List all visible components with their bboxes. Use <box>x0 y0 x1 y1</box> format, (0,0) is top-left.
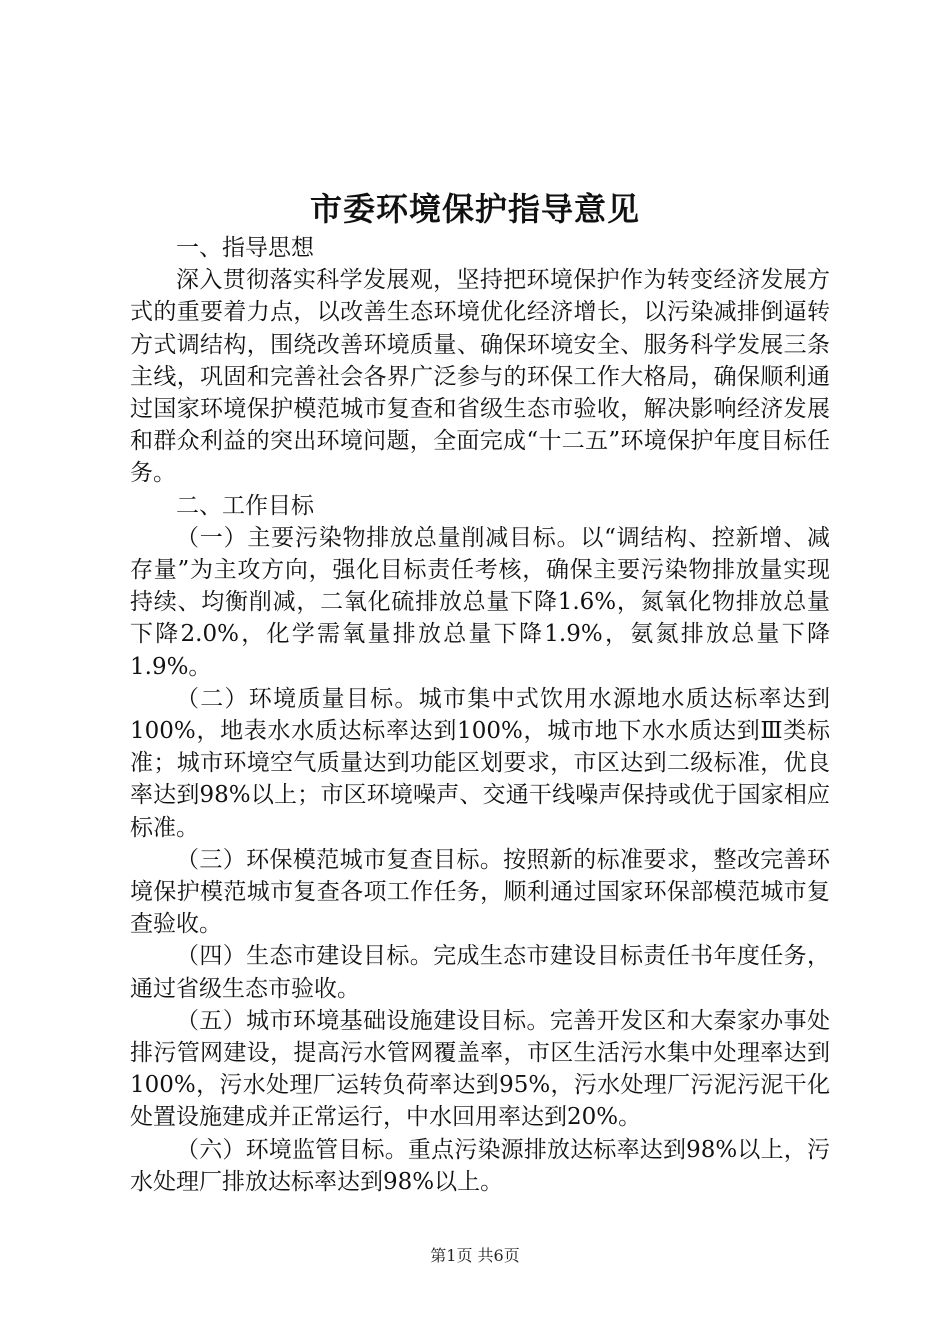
goal-item-5: （五）城市环境基础设施建设目标。完善开发区和大秦家办事处排污管网建设，提高污水管网覆盖率，市区生活污水集中处理率达到100%，污水处理厂运转负荷率达到95%，污水处理厂污泥污泥干化处置设施建成并正常运行，中水回用率达到20%。 <box>130 1007 830 1131</box>
section-heading-work-goals: 二、工作目标 <box>176 492 314 519</box>
section-heading-guiding-ideology: 一、指导思想 <box>176 235 314 261</box>
goal-item-4: （四）生态市建设目标。完成生态市建设目标责任书年度任务，通过省级生态市验收。 <box>130 943 830 1002</box>
goal-item-6: （六）环境监管目标。重点污染源排放达标率达到98%以上，污水处理厂排放达标率达到98%以上。 <box>130 1136 830 1195</box>
document-title: 市委环境保护指导意见 <box>309 190 640 228</box>
goal-item-2: （二）环境质量目标。城市集中式饮用水源地水质达标率达到100%，地表水水质达标率达到100%，城市地下水水质达到Ⅲ类标准；城市环境空气质量达到功能区划要求，市区达到二级标准，优良率达到98%以上；市区环境噪声、交通干线噪声保持或优于国家相应标准。 <box>130 685 830 841</box>
page-footer: 第1页 共6页 <box>430 1246 520 1265</box>
document-body <box>130 232 830 1198</box>
goal-item-3: （三）环保模范城市复查目标。按照新的标准要求，整改完善环境保护模范城市复查各项工作任务，顺利通过国家环保部模范城市复查验收。 <box>130 846 830 938</box>
guiding-ideology-paragraph: 深入贯彻落实科学发展观，坚持把环境保护作为转变经济发展方式的重要着力点，以改善生态环境优化经济增长，以污染减排倒逼转方式调结构，围绕改善环境质量、确保环境安全、服务科学发展三条主线，巩固和完善社会各界广泛参与的环保工作大格局，确保顺利通过国家环境保护模范城市复查和省级生态市验收，解决影响经济发展和群众利益的突出环境问题，全面完成“十二五”环境保护年度目标任务。 <box>130 267 830 487</box>
goal-item-1: （一）主要污染物排放总量削减目标。以“调结构、控新增、减存量”为主攻方向，强化目标责任考核，确保主要污染物排放量实现持续、均衡削减，二氧化硫排放总量下降1.6%，氮氧化物排放总量下降2.0%，化学需氧量排放总量下降1.9%，氨氮排放总量下降1.9%。 <box>130 524 830 680</box>
